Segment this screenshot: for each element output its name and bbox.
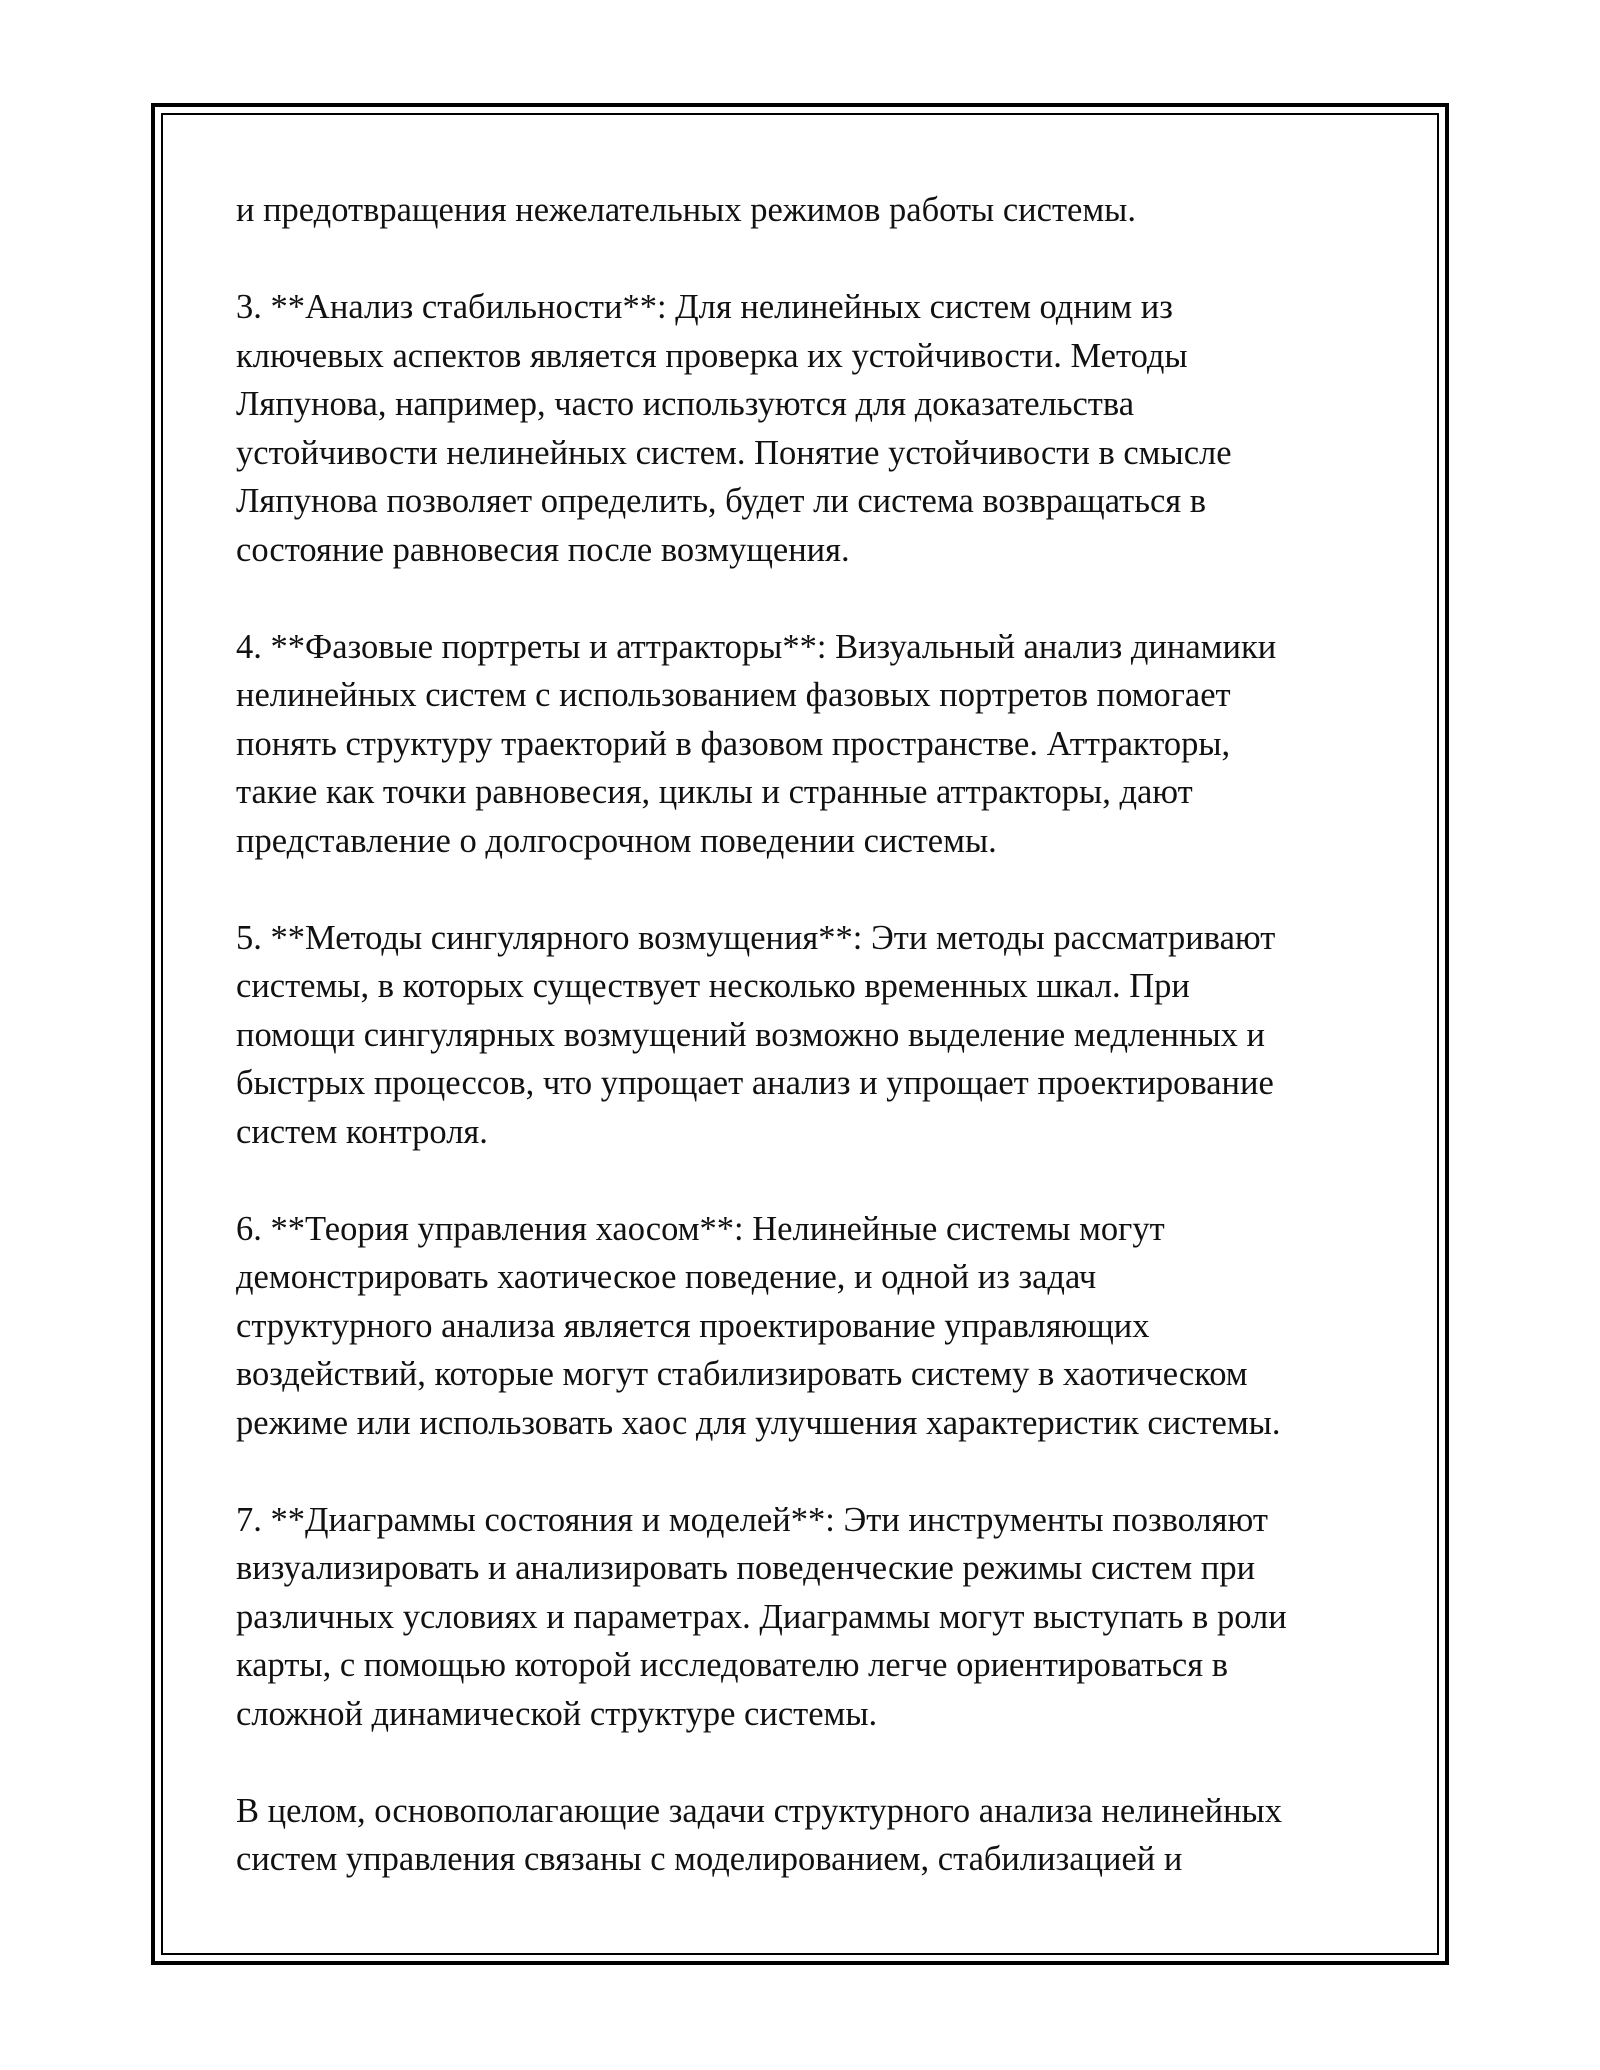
text-line: 7. **Диаграммы состояния и моделей**: Эти инструменты позволяют: [236, 1500, 1268, 1539]
text-line: нелинейных систем с использованием фазовых портретов помогает: [236, 676, 1231, 714]
paragraph-item-5: [236, 914, 1386, 1157]
text-line: Ляпунова, например, часто используются для доказательства: [236, 385, 1135, 423]
paragraph-item-4: [236, 623, 1386, 866]
text-line: и предотвращения нежелательных режимов работы системы.: [236, 191, 1136, 229]
text-line: системы, в которых существует несколько временных шкал. При: [236, 967, 1190, 1005]
text-line: устойчивости нелинейных систем. Понятие устойчивости в смысле: [236, 433, 1232, 472]
text-line: сложной динамической структуре системы.: [236, 1694, 878, 1733]
text-line: такие как точки равновесия, циклы и странные аттракторы, дают: [236, 773, 1193, 811]
text-line: 3. **Анализ стабильности**: Для нелинейных систем одним из: [236, 288, 1173, 326]
paragraph-item-6: [236, 1205, 1386, 1448]
text-line: быстрых процессов, что упрощает анализ и упрощает проектирование: [236, 1064, 1274, 1102]
text-line: ключевых аспектов является проверка их устойчивости. Методы: [236, 336, 1188, 375]
text-line: 6. **Теория управления хаосом**: Нелинейные системы могут: [236, 1209, 1165, 1248]
text-line: воздействий, которые могут стабилизировать систему в хаотическом: [236, 1355, 1248, 1393]
text-line: карты, с помощью которой исследователю легче ориентироваться в: [236, 1646, 1229, 1684]
paragraph-item-7: [236, 1496, 1386, 1739]
text-line: структурного анализа является проектирование управляющих: [236, 1306, 1150, 1345]
text-line: Ляпунова позволяет определить, будет ли система возвращаться в: [236, 482, 1207, 520]
text-line: помощи сингулярных возмущений возможно выделение медленных и: [236, 1015, 1265, 1054]
text-line: 5. **Методы сингулярного возмущения**: Эти методы рассматривают: [236, 918, 1276, 957]
paragraph-conclusion: [236, 1787, 1386, 1884]
paragraph-continuation: [236, 186, 1386, 235]
text-line: понять структуру траекторий в фазовом пространстве. Аттракторы,: [236, 724, 1231, 763]
text-line: различных условиях и параметрах. Диаграммы могут выступать в роли: [236, 1597, 1287, 1636]
paragraph-item-3: [236, 283, 1386, 574]
text-line: 4. **Фазовые портреты и аттракторы**: Визуальный анализ динамики: [236, 627, 1277, 666]
text-line: режиме или использовать хаос для улучшения характеристик системы.: [236, 1403, 1281, 1442]
text-line: представление о долгосрочном поведении системы.: [236, 821, 997, 860]
text-line: демонстрировать хаотическое поведение, и одной из задач: [236, 1258, 1097, 1296]
text-line: визуализировать и анализировать поведенческие режимы систем при: [236, 1549, 1256, 1587]
text-line: В целом, основополагающие задачи структурного анализа нелинейных: [236, 1791, 1282, 1830]
document-body: [236, 186, 1386, 1932]
text-line: состояние равновесия после возмущения.: [236, 530, 850, 569]
text-line: систем контроля.: [236, 1112, 488, 1151]
text-line: систем управления связаны с моделированием, стабилизацией и: [236, 1840, 1183, 1878]
